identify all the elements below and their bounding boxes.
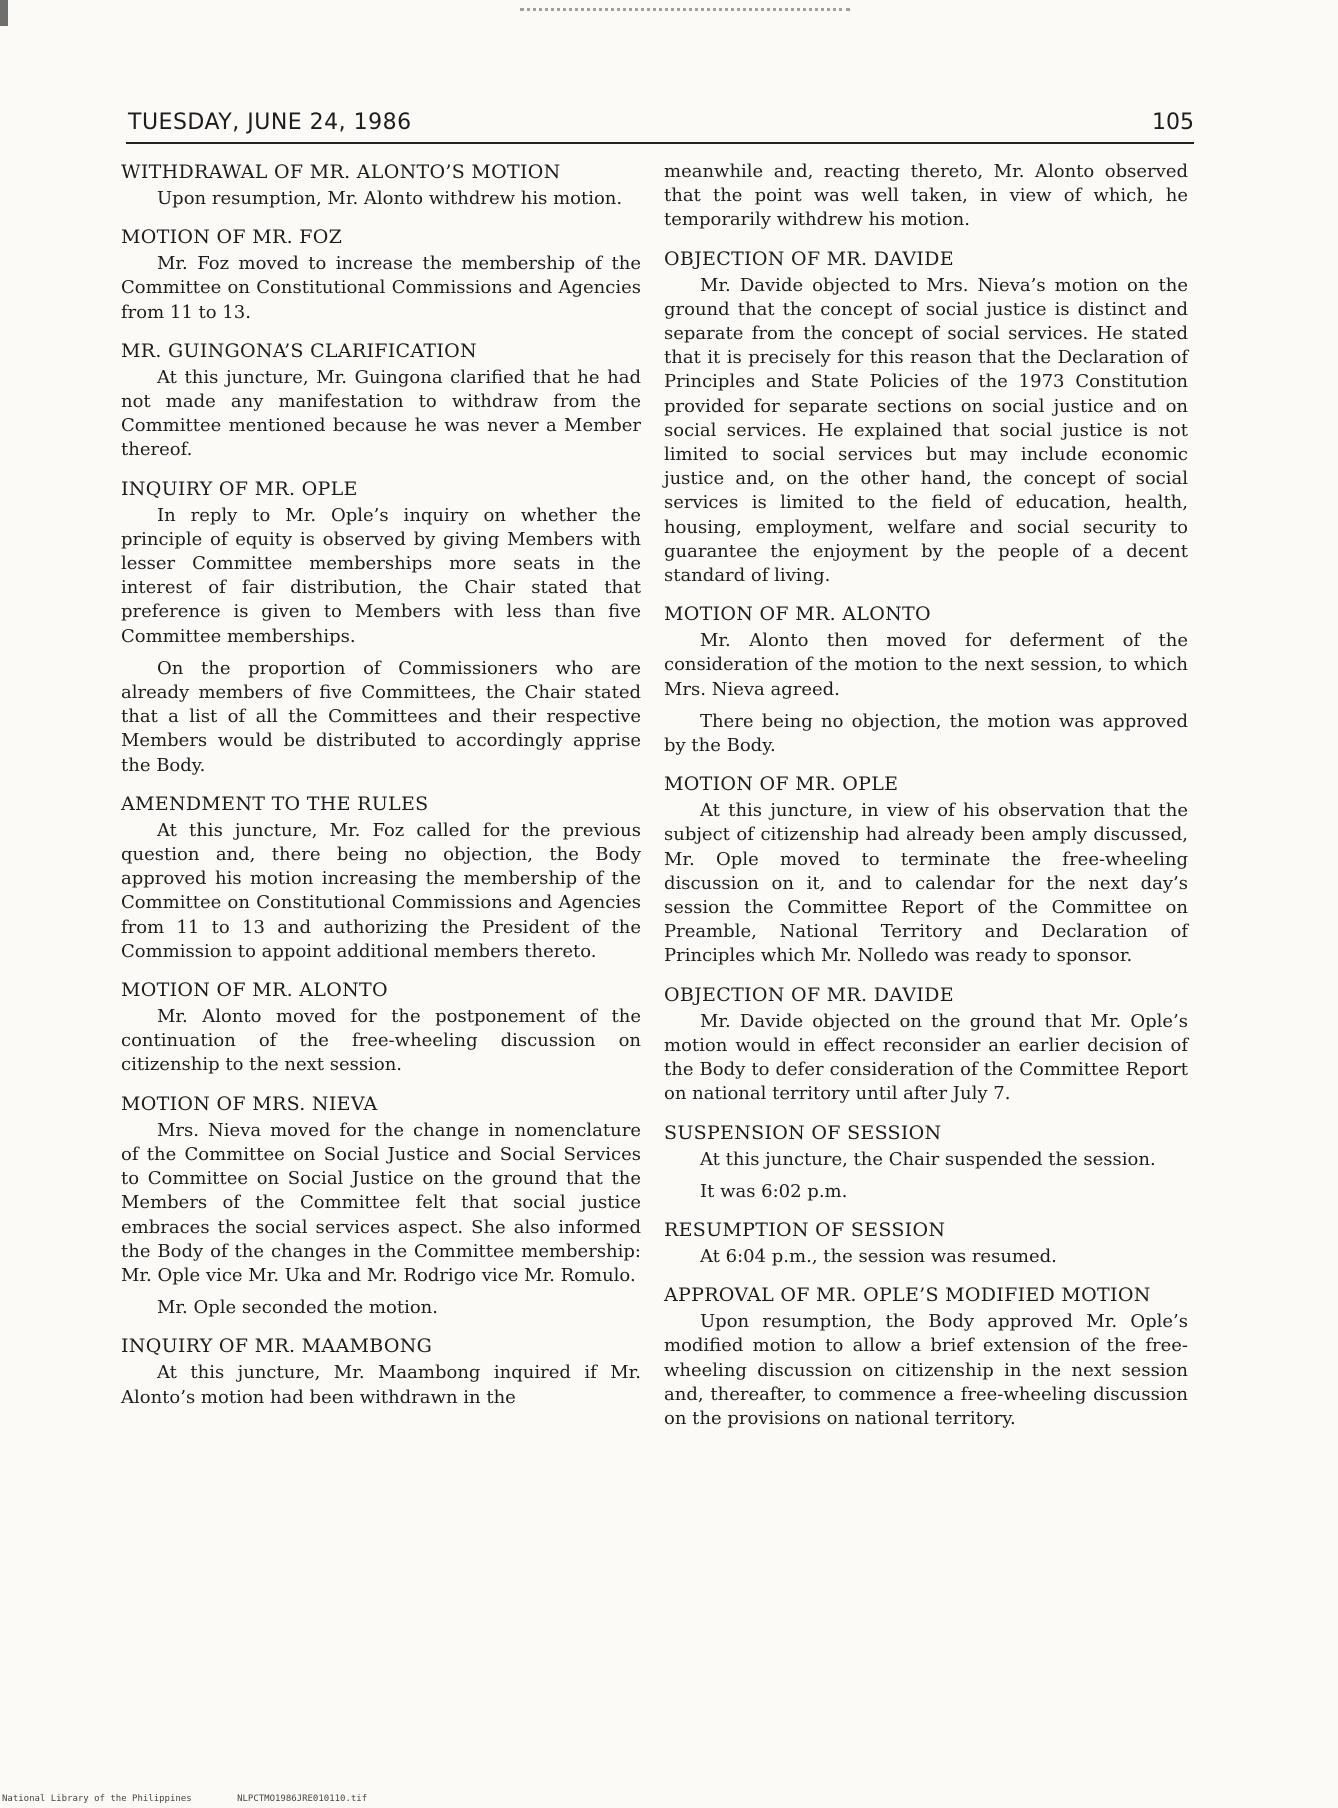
section-heading: MOTION OF MR. ALONTO [664, 603, 931, 626]
section-heading: RESUMPTION OF SESSION [664, 1218, 946, 1241]
section-motion-of-mr-alonto [664, 602, 1188, 758]
section-objection-of-mr-davide [664, 247, 1188, 589]
paragraph: Mr. Foz moved to increase the membership of the Committee on Constitutional Commissions and Agencies from 11 to 13. [121, 253, 641, 323]
paragraph: In reply to Mr. Ople’s inquiry on whether the principle of equity is observed by giving Members with lesser Committee memberships more seats in the interest of fair distribution, the Chair stated that preference is given to Members with less than five Committee memberships. [121, 504, 641, 647]
scan-edge-mark [0, 0, 8, 26]
section-heading: INQUIRY OF MR. MAAMBONG [121, 1335, 433, 1358]
section-heading: AMENDMENT TO THE RULES [121, 792, 429, 815]
section-motion-of-mr-ople [664, 772, 1188, 968]
paragraph: Mrs. Nieva moved for the change in nomenclature of the Committee on Social Justice and Social Services to Committee on Social Justice on the ground that the Members of the Committee felt that social justice embraces the social services aspect. She also informed the Body of the changes in the Committee membership: Mr. Ople vice Mr. Uka and Mr. Rodrigo vice Mr. Romulo. [121, 1119, 641, 1286]
section-motion-of-mr-alonto [121, 978, 641, 1078]
paragraph: Upon resumption, Mr. Alonto withdrew his motion. [157, 188, 623, 209]
section-heading: OBJECTION OF MR. DAVIDE [664, 983, 954, 1006]
section-heading: APPROVAL OF MR. OPLE’S MODIFIED MOTION [664, 1284, 1151, 1307]
section-inquiry-of-mr-maambong [121, 1334, 641, 1409]
section-heading: WITHDRAWAL OF MR. ALONTO’S MOTION [121, 161, 561, 183]
page-number: 105 [1152, 110, 1194, 135]
scan-filename: NLPCTMO1986JRE010110.tif [237, 1794, 368, 1804]
page-header [126, 108, 1194, 144]
section-resumption-of-session [664, 1218, 1188, 1269]
section-continuation [664, 160, 1188, 233]
section-approval-of-mr-ople-s-modified-motion [664, 1283, 1188, 1431]
top-cut-off-text [520, 0, 850, 11]
scan-footer [2, 1794, 407, 1804]
section-motion-of-mr-foz [121, 225, 641, 325]
paragraph: Mr. Alonto moved for the postponement of the continuation of the free-wheeling discussion on citizenship to the next session. [121, 1006, 641, 1076]
section-amendment-to-the-rules [121, 792, 641, 964]
paragraph: Mr. Alonto then moved for deferment of the consideration of the motion to the next session, to which Mrs. Nieva agreed. [664, 630, 1188, 700]
right-column [664, 160, 1188, 1445]
section-heading: INQUIRY OF MR. OPLE [121, 477, 358, 500]
section-heading: MR. GUINGONA’S CLARIFICATION [121, 339, 477, 362]
section-withdrawal-of-mr-alonto-s-motion [121, 160, 641, 211]
paragraph: meanwhile and, reacting thereto, Mr. Alonto observed that the point was well taken, in view of which, he temporarily withdrew his motion. [664, 161, 1188, 231]
section-heading: SUSPENSION OF SESSION [664, 1121, 942, 1144]
paragraph: Mr. Davide objected on the ground that Mr. Ople’s motion would in effect reconsider an earlier decision of the Body to defer consideration of the Committee Report on national territory until after July 7. [664, 1010, 1188, 1105]
paragraph: Mr. Davide objected to Mrs. Nieva’s motion on the ground that the concept of social justice is distinct and separate from the concept of social services. He stated that it is precisely for this reason that the Declaration of Principles and State Policies of the 1973 Constitution provided for separate sections on social justice and on social services. He explained that social justice is not limited to social services but may include economic justice and, on the other hand, the concept of social services is limited to the field of education, health, housing, employment, welfare and social security to guarantee the enjoyment by the people of a decent standard of living. [664, 274, 1188, 587]
paragraph: At this juncture, Mr. Guingona clarified that he had not made any manifestation to withdraw from the Committee mentioned because he was never a Member thereof. [121, 366, 641, 461]
section-heading: OBJECTION OF MR. DAVIDE [664, 247, 954, 270]
section-mr-guingona-s-clarification [121, 339, 641, 463]
section-inquiry-of-mr-ople [121, 477, 641, 778]
library-credit: National Library of the Philippines [2, 1794, 192, 1804]
paragraph: It was 6:02 p.m. [700, 1180, 848, 1202]
paragraph: At 6:04 p.m., the session was resumed. [700, 1245, 1057, 1267]
paragraph: At this juncture, Mr. Maambong inquired if Mr. Alonto’s motion had been withdrawn in the [121, 1362, 641, 1408]
section-heading: MOTION OF MR. OPLE [664, 773, 899, 796]
section-heading: MOTION OF MR. FOZ [121, 226, 343, 249]
paragraph: Upon resumption, the Body approved Mr. Ople’s modified motion to allow a brief extension of the free-wheeling discussion on citizenship in the next session and, thereafter, to commence a free-wheeling discussion on the provisions on national territory. [664, 1311, 1188, 1429]
section-suspension-of-session [664, 1121, 1188, 1204]
paragraph: Mr. Ople seconded the motion. [157, 1297, 438, 1319]
paragraph: On the proportion of Commissioners who are already members of five Committees, the Chair stated that a list of all the Committees and their respective Members would be distributed to accordingly apprise the Body. [121, 657, 641, 776]
header-date: TUESDAY, JUNE 24, 1986 [128, 110, 412, 135]
paragraph: At this juncture, in view of his observation that the subject of citizenship had already been amply discussed, Mr. Ople moved to terminate the free-wheeling discussion on it, and to calendar for the next day’s session the Committee Report of the Committee on Preamble, National Territory and Declaration of Principles which Mr. Nolledo was ready to sponsor. [664, 800, 1188, 967]
paragraph: At this juncture, the Chair suspended the session. [700, 1148, 1156, 1170]
section-objection-of-mr-davide [664, 983, 1188, 1107]
section-motion-of-mrs-nieva [121, 1092, 641, 1321]
section-heading: MOTION OF MRS. NIEVA [121, 1092, 378, 1115]
left-column [121, 160, 641, 1424]
paragraph: At this juncture, Mr. Foz called for the previous question and, there being no objection, the Body approved his motion increasing the membership of the Committee on Constitutional Commissions and Agencies from 11 to 13 and authorizing the President of the Commission to appoint additional members thereto. [121, 819, 641, 962]
paragraph: There being no objection, the motion was approved by the Body. [664, 710, 1188, 757]
section-heading: MOTION OF MR. ALONTO [121, 979, 388, 1002]
